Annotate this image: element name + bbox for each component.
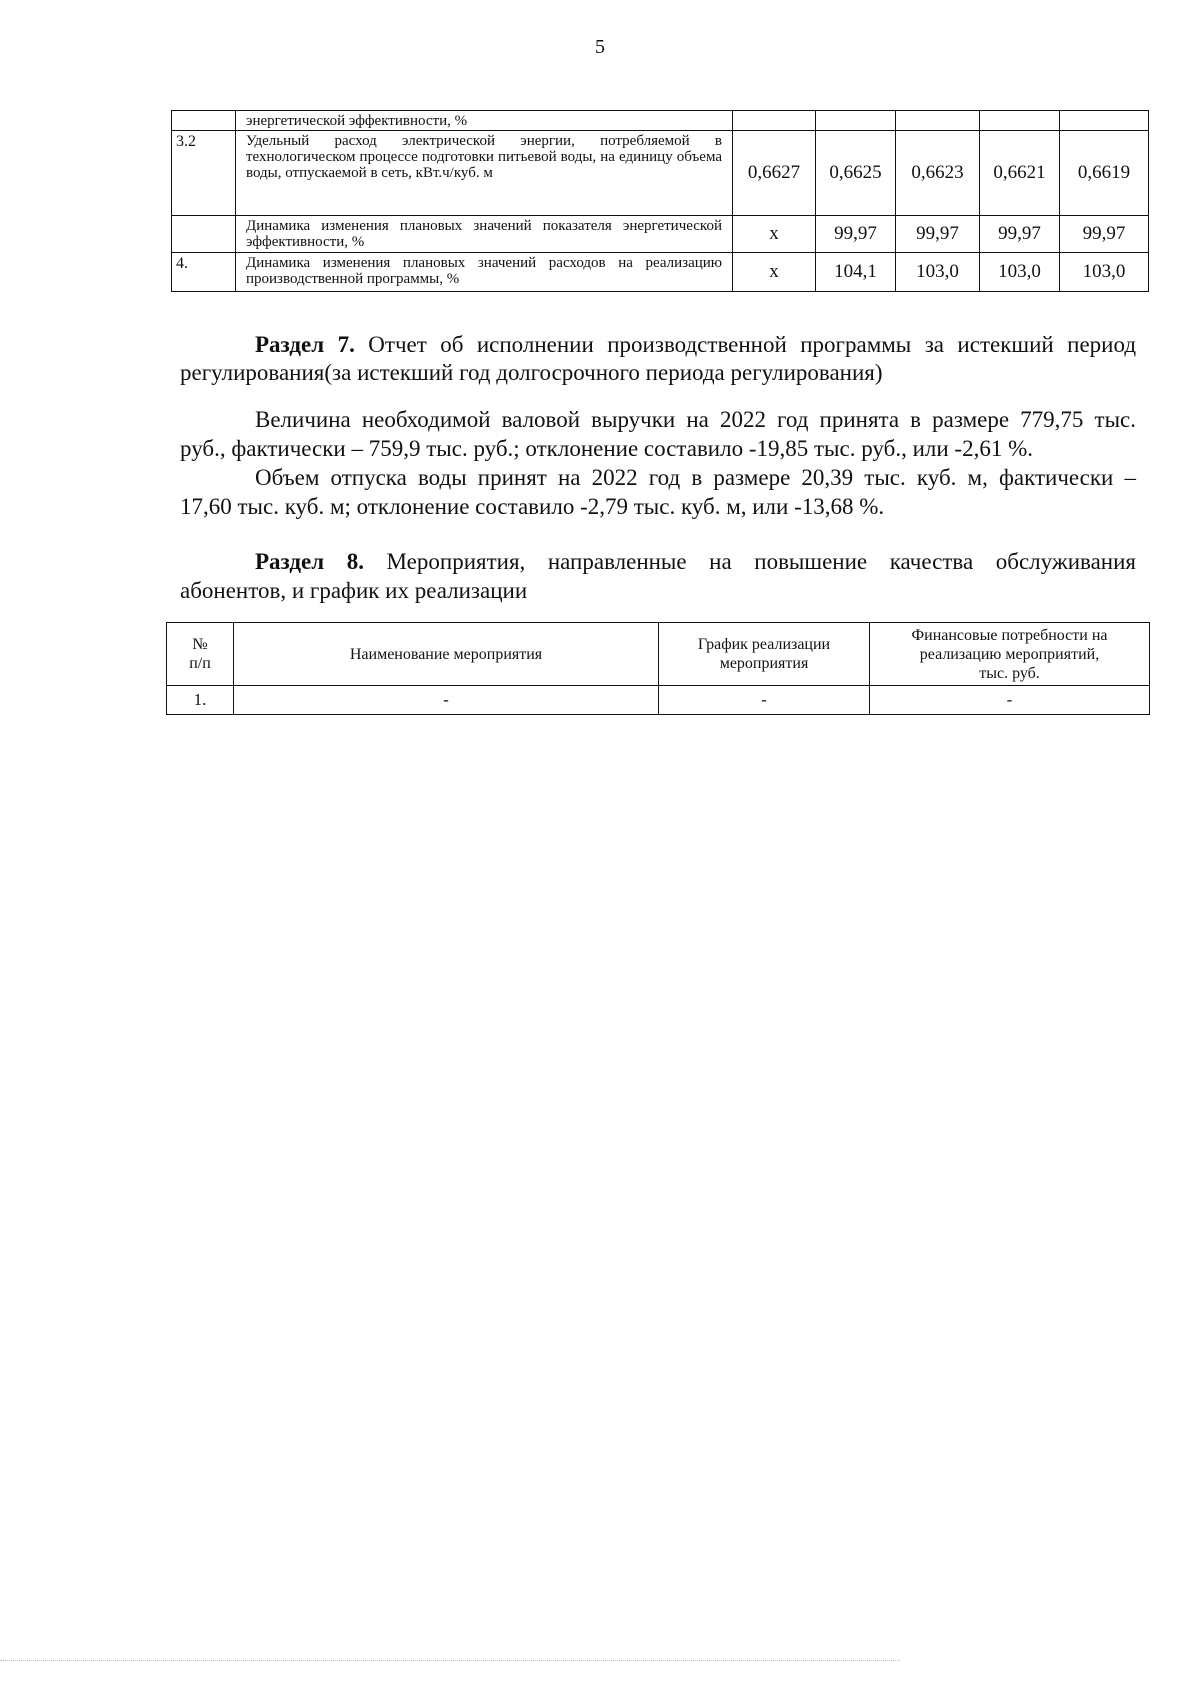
row-number: 1. (167, 686, 234, 715)
header-finance-line1: Финансовые потребности на (911, 626, 1108, 644)
page-number: 5 (595, 36, 605, 58)
indicator-value: 99,97 (1060, 216, 1149, 253)
table-row (172, 216, 1149, 253)
indicator-value (733, 111, 816, 131)
indicator-value (816, 111, 896, 131)
row-number: 3.2 (172, 131, 236, 216)
section8-title-text: Мероприятия, направленные на повышение качества обслуживания (386, 549, 1136, 574)
indicator-value: 0,6621 (980, 131, 1060, 216)
indicator-value: 103,0 (896, 253, 980, 292)
volume-line1: Объем отпуска воды принят на 2022 год в размере 20,39 тыс. куб. м, фактически – (255, 465, 1136, 490)
table-row (172, 253, 1149, 292)
section8-title-line2: абонентов, и график их реализации (180, 578, 528, 603)
volume-line2: 17,60 тыс. куб. м; отклонение составило -2,79 тыс. куб. м, или -13,68 %. (180, 494, 885, 519)
header-schedule-line2: мероприятия (719, 655, 809, 672)
indicator-description: энергетической эффективности, % (236, 111, 733, 131)
indicator-value (980, 111, 1060, 131)
indicator-value: х (733, 216, 816, 253)
indicator-value (896, 111, 980, 131)
section8-title-line1 (180, 547, 1136, 576)
section7-title-line1 (180, 330, 1136, 359)
row-number (172, 111, 236, 131)
header-name: Наименование мероприятия (234, 623, 659, 686)
indicator-value: 0,6619 (1060, 131, 1149, 216)
table-row (172, 131, 1149, 216)
row-number (172, 216, 236, 253)
section7-label: Раздел 7. (255, 332, 355, 357)
indicator-value: 103,0 (1060, 253, 1149, 292)
header-number-line2: п/п (189, 655, 211, 672)
indicator-description: Динамика изменения плановых значений расходов на реализацию производственной программы, % (236, 253, 733, 292)
table-row (172, 111, 1149, 131)
header-number (167, 623, 234, 686)
table-row (167, 686, 1150, 715)
scan-edge-line (0, 1660, 900, 1662)
header-schedule (659, 623, 870, 686)
measure-name: - (234, 686, 659, 715)
revenue-line2: руб., фактически – 759,9 тыс. руб.; отклонение составило -19,85 тыс. руб., или -2,61 %. (180, 436, 1033, 461)
header-schedule-line1: График реализации (697, 636, 831, 653)
row-number: 4. (172, 253, 236, 292)
measure-schedule: - (659, 686, 870, 715)
revenue-line1: Величина необходимой валовой выручки на 2022 год принята в размере 779,75 тыс. (255, 407, 1136, 432)
measure-finance: - (870, 686, 1150, 715)
indicator-value (1060, 111, 1149, 131)
indicator-value: 0,6623 (896, 131, 980, 216)
indicator-value: х (733, 253, 816, 292)
section7-title-line2: регулирования(за истекший год долгосрочного периода регулирования) (180, 360, 883, 385)
section8-label: Раздел 8. (255, 549, 364, 574)
header-number-line1: № (192, 636, 208, 653)
section7-title-text: Отчет об исполнении производственной программы за истекший период (368, 332, 1137, 357)
header-finance (870, 623, 1150, 686)
indicator-description: Удельный расход электрической энергии, потребляемой в технологическом процессе подготовки питьевой воды, на единицу объема воды, отпускаемой в сеть, кВт.ч/куб. м (236, 131, 733, 216)
indicator-description: Динамика изменения плановых значений показателя энергетической эффективности, % (236, 216, 733, 253)
indicator-value: 0,6625 (816, 131, 896, 216)
indicator-value: 104,1 (816, 253, 896, 292)
indicators-table (171, 110, 1149, 292)
measures-table (166, 622, 1150, 715)
indicator-value: 0,6627 (733, 131, 816, 216)
indicator-value: 99,97 (816, 216, 896, 253)
indicator-value: 99,97 (980, 216, 1060, 253)
header-finance-line3: тыс. руб. (979, 664, 1040, 682)
indicator-value: 99,97 (896, 216, 980, 253)
header-finance-line2: реализацию мероприятий, (919, 645, 1100, 663)
table-header-row (167, 623, 1150, 686)
indicator-value: 103,0 (980, 253, 1060, 292)
